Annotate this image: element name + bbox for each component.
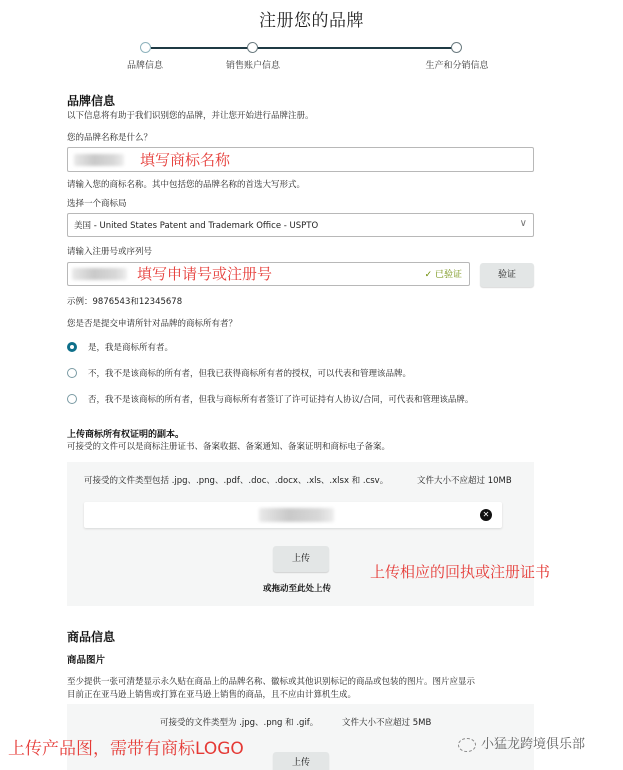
- chevron-down-icon: ∨: [519, 218, 527, 229]
- ownership-upload-button[interactable]: 上传: [273, 546, 329, 572]
- wechat-icon: [458, 738, 476, 752]
- brand-name-hint: 请输入您的商标名称。其中包括您的品牌名称的首选大写形式。: [67, 180, 306, 190]
- annotation-brand-name: 填写商标名称: [140, 151, 231, 169]
- step-label-manufacturing: 生产和分销信息: [425, 61, 489, 71]
- verified-status: ✓ 已验证: [424, 270, 462, 280]
- step-dot-sales-account: [247, 42, 258, 53]
- trademark-office-select[interactable]: [67, 213, 534, 237]
- step-dot-manufacturing: [451, 42, 462, 53]
- ownership-drag-text: 或拖动至此处上传: [263, 584, 332, 594]
- step-label-brand-info: 品牌信息: [126, 61, 164, 71]
- page-title: 注册您的品牌: [259, 11, 364, 31]
- radio-owner-yes[interactable]: [67, 342, 77, 352]
- verify-button[interactable]: 验证: [480, 263, 534, 287]
- annotation-product-images: 上传产品图，需带有商标LOGO: [8, 739, 244, 759]
- product-file-types: 可接受的文件类型为 .jpg、.png 和 .gif。: [160, 718, 319, 728]
- radio-owner-yes-label[interactable]: 是，我是商标所有者。: [88, 343, 174, 353]
- radio-owner-authorized-label[interactable]: 不，我不是该商标的所有者，但我已获得商标所有者的授权，可以代表和管理该品牌。: [88, 369, 412, 379]
- brand-name-label: 您的品牌名称是什么？: [67, 133, 153, 143]
- annotation-ownership-upload: 上传相应的回执或注册证书: [370, 563, 551, 581]
- trademark-office-label: 选择一个商标局: [67, 199, 127, 209]
- step-label-sales-account: 销售账户信息: [225, 61, 281, 71]
- product-upload-button[interactable]: 上传: [273, 752, 329, 770]
- stepper-line: [151, 47, 457, 49]
- product-images-description-1: 至少提供一张可清楚显示永久贴在商品上的品牌名称、徽标或其他识别标记的商品或包装的图片。图片应显示: [67, 677, 476, 687]
- remove-file-icon[interactable]: ✕: [480, 509, 492, 521]
- blurred-brand-name: [74, 154, 124, 166]
- ownership-upload-description: 可接受的文件可以是商标注册证书、备案收据、备案通知、备案证明和商标电子备案。: [67, 442, 391, 452]
- ownership-size-limit: 文件大小不应超过 10MB: [417, 476, 512, 486]
- owner-question-label: 您是否是提交申请所针对品牌的商标所有者？: [67, 319, 238, 329]
- ownership-file-types: 可接受的文件类型包括 .jpg、.png、.pdf、.doc、.docx、.xls、.xlsx 和 .csv。: [84, 476, 389, 486]
- ownership-dropzone[interactable]: [67, 462, 534, 606]
- blurred-file-name: [259, 508, 334, 522]
- brand-info-description: 以下信息将有助于我们识别您的品牌，并让您开始进行品牌注册。: [67, 111, 314, 121]
- radio-owner-authorized[interactable]: [67, 368, 77, 378]
- watermark: [458, 733, 585, 752]
- progress-stepper: [0, 42, 623, 72]
- trademark-office-selected: 美国 - United States Patent and Trademark Office - USPTO: [74, 221, 319, 231]
- step-dot-brand-info: [140, 42, 151, 53]
- registration-number-label: 请输入注册号或序列号: [67, 247, 153, 257]
- uploaded-file-row: [84, 502, 502, 528]
- blurred-registration-number: [72, 268, 127, 280]
- annotation-registration-number: 填写申请号或注册号: [137, 265, 273, 283]
- ownership-upload-heading: 上传商标所有权证明的副本。: [67, 430, 185, 440]
- brand-info-heading: 品牌信息: [67, 94, 116, 108]
- radio-owner-licensed-label[interactable]: 否，我不是该商标的所有者，但我与商标所有者签订了许可证持有人协议/合同，可代表和管理该品牌。: [88, 395, 474, 405]
- product-images-heading: 商品图片: [67, 655, 106, 666]
- product-size-limit: 文件大小不应超过 5MB: [342, 718, 432, 728]
- product-images-description-2: 目前正在亚马逊上销售或打算在亚马逊上销售的商品，且不应由计算机生成。: [67, 690, 357, 700]
- product-info-heading: 商品信息: [67, 630, 116, 644]
- registration-number-example: 示例：9876543和12345678: [67, 297, 183, 307]
- watermark-text: 小猛龙跨境俱乐部: [481, 737, 586, 752]
- brand-name-input[interactable]: [67, 147, 534, 172]
- radio-owner-licensed[interactable]: [67, 394, 77, 404]
